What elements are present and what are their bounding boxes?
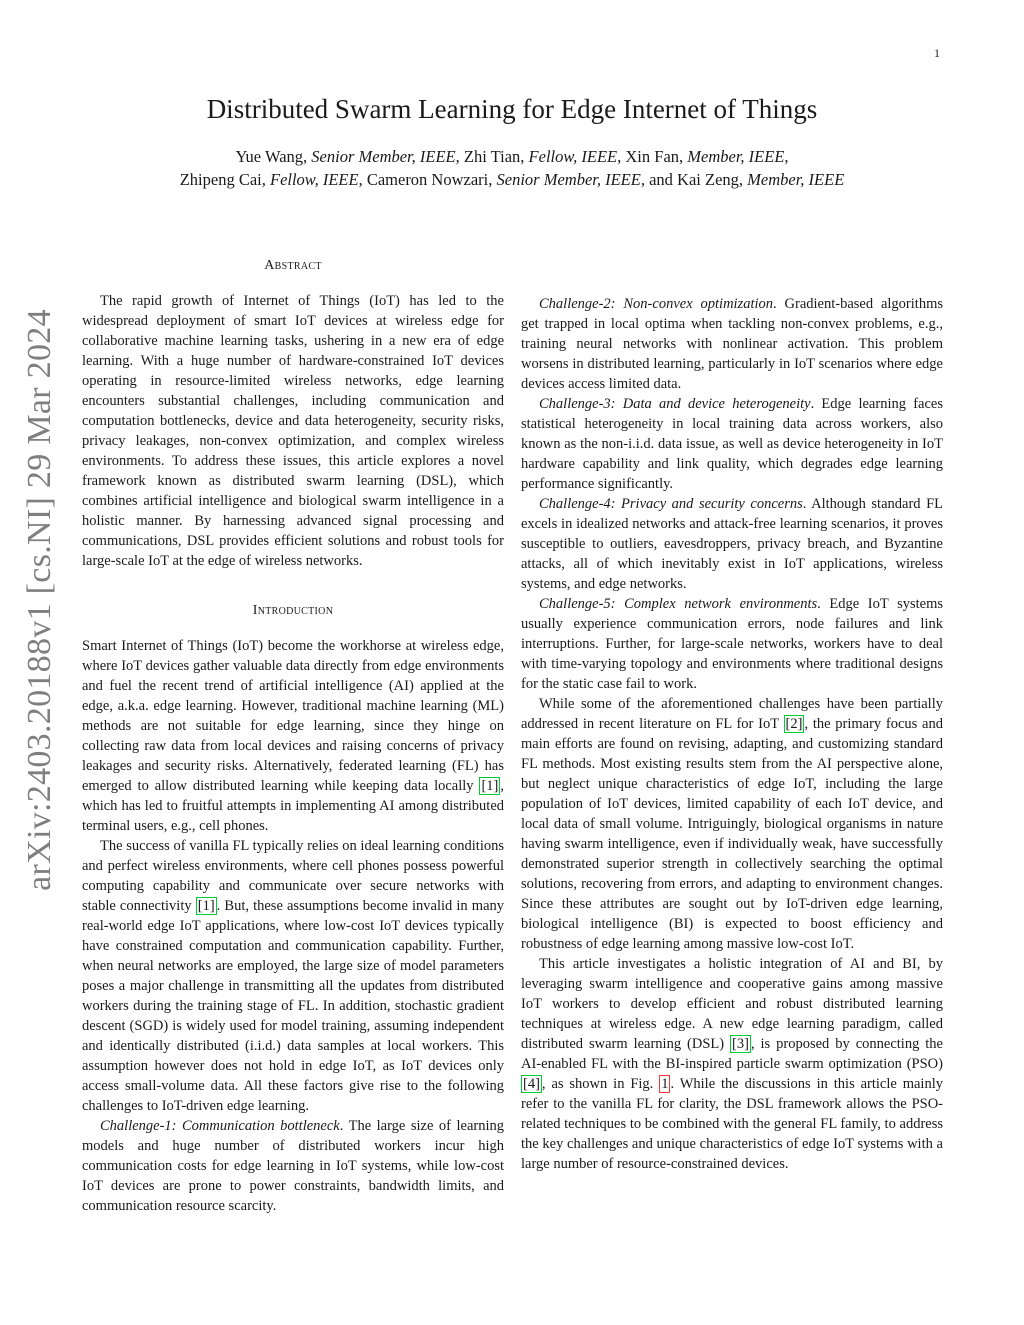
citation-link[interactable]: [1] [197, 898, 215, 914]
intro-paragraph-4 [521, 954, 943, 1174]
arxiv-stamp[interactable]: arXiv:2403.20188v1 [cs.NI] 29 Mar 2024 [21, 309, 58, 891]
author-role: Member, IEEE [747, 170, 845, 189]
author-list [0, 145, 1024, 191]
author-name: Kai Zeng [677, 170, 739, 189]
author-name: Xin Fan [625, 147, 680, 166]
abstract-heading: Abstract [264, 258, 322, 273]
challenge-1-paragraph [82, 1116, 504, 1216]
paragraph-text: , as shown in Fig. [541, 1076, 660, 1092]
intro-paragraph-1 [82, 636, 504, 836]
paragraph-text: , is proposed by connecting the AI-enabled FL with the BI-inspired particle swarm optimization (PSO) [521, 1036, 943, 1072]
author-role: Member, IEEE [687, 147, 785, 166]
paragraph-text: . Although standard FL excels in idealized networks and attack-free learning scenarios, it proves susceptible to outliers, eavesdroppers, privacy breach, and Byzantine attacks, all of which inevitably exist in IoT applications, wireless systems, and edge networks. [521, 496, 943, 592]
paragraph-text: . While the discussions in this article mainly refer to the vanilla FL for clarity, the DSL framework allows the PSO-related techniques to be combined with the general FL family, to address the key challenges and unique characteristics of edge IoT systems with a large number of resource-constrained devices. [521, 1076, 943, 1172]
paragraph-text: . The large size of learning models and huge number of distributed workers incur high communication costs for edge learning in IoT systems, while low-cost IoT devices are prone to power constraints, bandwidth limits, and communication resource scarcity. [82, 1118, 504, 1214]
challenge-title: Challenge-1: Communication bottleneck [100, 1118, 340, 1134]
citation-link[interactable]: [2] [785, 716, 803, 732]
challenge-4-paragraph [521, 494, 943, 594]
paper-title: Distributed Swarm Learning for Edge Internet of Things [206, 94, 818, 124]
paragraph-text: . But, these assumptions become invalid in many real-world edge IoT applications, where low-cost IoT devices typically have constrained computation and communication capability. Further, when neural networks are employed, the large size of model parameters poses a major challenge in transmitting all the updates from distributed workers during the training stage of FL. In addition, stochastic gradient descent (SGD) is widely used for model training, assuming independent and identically distributed (i.i.d.) data samples at local workers. This assumption however does not hold in edge IoT, as IoT devices only access small-volume data. All these factors give rise to the following challenges to IoT-driven edge learning. [82, 898, 505, 1114]
paragraph-text: . Gradient-based algorithms get trapped in local optima when tackling non-convex problems, e.g., training neural networks with nonlinear activation. This problem worsens in distributed learning, particularly in IoT scenarios where edge devices access limited data. [521, 296, 943, 392]
challenge-title: Challenge-2: Non-convex optimization [539, 296, 774, 312]
challenge-3-paragraph [521, 394, 943, 494]
challenge-2-paragraph [521, 294, 943, 394]
challenge-5-paragraph [521, 594, 943, 694]
paragraph-text: This article investigates a holistic integration of AI and BI, by leveraging swarm intelligence and cooperative gains among massive IoT workers to develop efficient and robust distributed learning techniques at wireless edge. A new edge learning paradigm, called distributed swarm learning (DSL) [521, 956, 943, 1052]
challenge-title: Challenge-4: Privacy and security concerns [539, 496, 803, 512]
right-column [521, 254, 943, 1174]
paragraph-text: Smart Internet of Things (IoT) become the workhorse at wireless edge, where IoT devices gather valuable data directly from edge environments and fuel the recent trend of artificial intelligence (AI) applied at the edge, a.k.a. edge learning. However, traditional machine learning (ML) methods are not suitable for edge learning, since they hinge on collecting raw data from local devices and raising concerns of privacy leakages and security risks. Alternatively, federated learning (FL) has emerged to allow distributed learning while keeping data locally [82, 638, 504, 794]
author-name: Zhi Tian [463, 147, 521, 166]
author-role: Fellow, IEEE [269, 170, 359, 189]
introduction-heading: Introduction [252, 603, 334, 618]
citation-link[interactable]: [1] [481, 778, 499, 794]
intro-paragraph-3 [521, 694, 943, 954]
challenge-title: Challenge-5: Complex network environments [539, 596, 818, 612]
challenge-1-continuation-spacer [521, 254, 943, 294]
author-name: Yue Wang [235, 147, 304, 166]
author-name: Cameron Nowzari [366, 170, 489, 189]
citation-link[interactable]: [4] [523, 1076, 540, 1092]
author-line-1: Yue Wang, Senior Member, IEEE, Zhi Tian, Fellow, IEEE, Xin Fan, Member, IEEE, [235, 147, 789, 166]
author-role: Fellow, IEEE [528, 147, 618, 166]
citation-link[interactable]: [3] [732, 1036, 749, 1052]
paragraph-text: . Edge IoT systems usually experience communication errors, node failures and link interruptions. Further, for large-scale networks, workers have to deal with time-varying topology and environments where traditional designs for the static case fail to work. [521, 596, 943, 692]
figure-link[interactable]: 1 [661, 1076, 669, 1092]
author-role: Senior Member, IEEE [496, 170, 641, 189]
page-number: 1 [934, 46, 940, 60]
author-name: Zhipeng Cai [179, 170, 262, 189]
paragraph-text: , which has led to fruitful attempts in implementing AI among distributed terminal users, e.g., cell phones. [82, 778, 504, 834]
intro-paragraph-2 [82, 836, 504, 1116]
paragraph-text: , the primary focus and main efforts are found on revising, adapting, and customizing standard FL methods. Most existing results stem from the AI perspective alone, but neglect unique characteristics of edge IoT, including the large population of IoT devices, limited capability of each IoT device, and local data of small volume. Intriguingly, biological organisms in nature having swarm intelligence, even if individually weak, have successfully demonstrated superior strength in collectively searching the optimal solutions, recovering from errors, and adapting to environment changes. Since these attributes are sought out by IoT-driven edge learning, biological intelligence (BI) is expected to boost efficiency and robustness of edge learning among massive low-cost IoT. [521, 716, 943, 952]
paragraph-text: The success of vanilla FL typically relies on ideal learning conditions and perfect wireless environments, where cell phones possess powerful computing capability and communicate over secure networks with stable connectivity [82, 838, 504, 914]
author-line-2: Zhipeng Cai, Fellow, IEEE, Cameron Nowzari, Senior Member, IEEE, and Kai Zeng, Member, IEEE [179, 170, 845, 189]
paragraph-text: While some of the aforementioned challenges have been partially addressed in recent literature on FL for IoT [521, 696, 943, 732]
challenge-title: Challenge-3: Data and device heterogeneity [539, 396, 811, 412]
left-column [82, 254, 504, 1216]
author-role: Senior Member, IEEE [311, 147, 456, 166]
abstract-text: The rapid growth of Internet of Things (IoT) has led to the widespread deployment of smart IoT devices at wireless edge for collaborative machine learning tasks, ushering in a new era of edge learning. With a huge number of hardware-constrained IoT devices operating in resource-limited wireless networks, edge learning encounters substantial challenges, including communication and computation bottlenecks, device and data heterogeneity, security risks, privacy leakages, non-convex optimization, and complex wireless environments. To address these issues, this article explores a novel framework known as distributed swarm learning (DSL), which combines artificial intelligence and biological swarm intelligence in a holistic manner. By harnessing advanced signal processing and communications, DSL provides efficient solutions and robust tools for large-scale IoT at the edge of wireless networks. [82, 293, 504, 569]
paragraph-text: . Edge learning faces statistical heterogeneity in local training data across workers, also known as the non-i.i.d. data issue, as well as device heterogeneity in IoT hardware capability and link quality, which degrades edge learning performance significantly. [521, 396, 943, 492]
